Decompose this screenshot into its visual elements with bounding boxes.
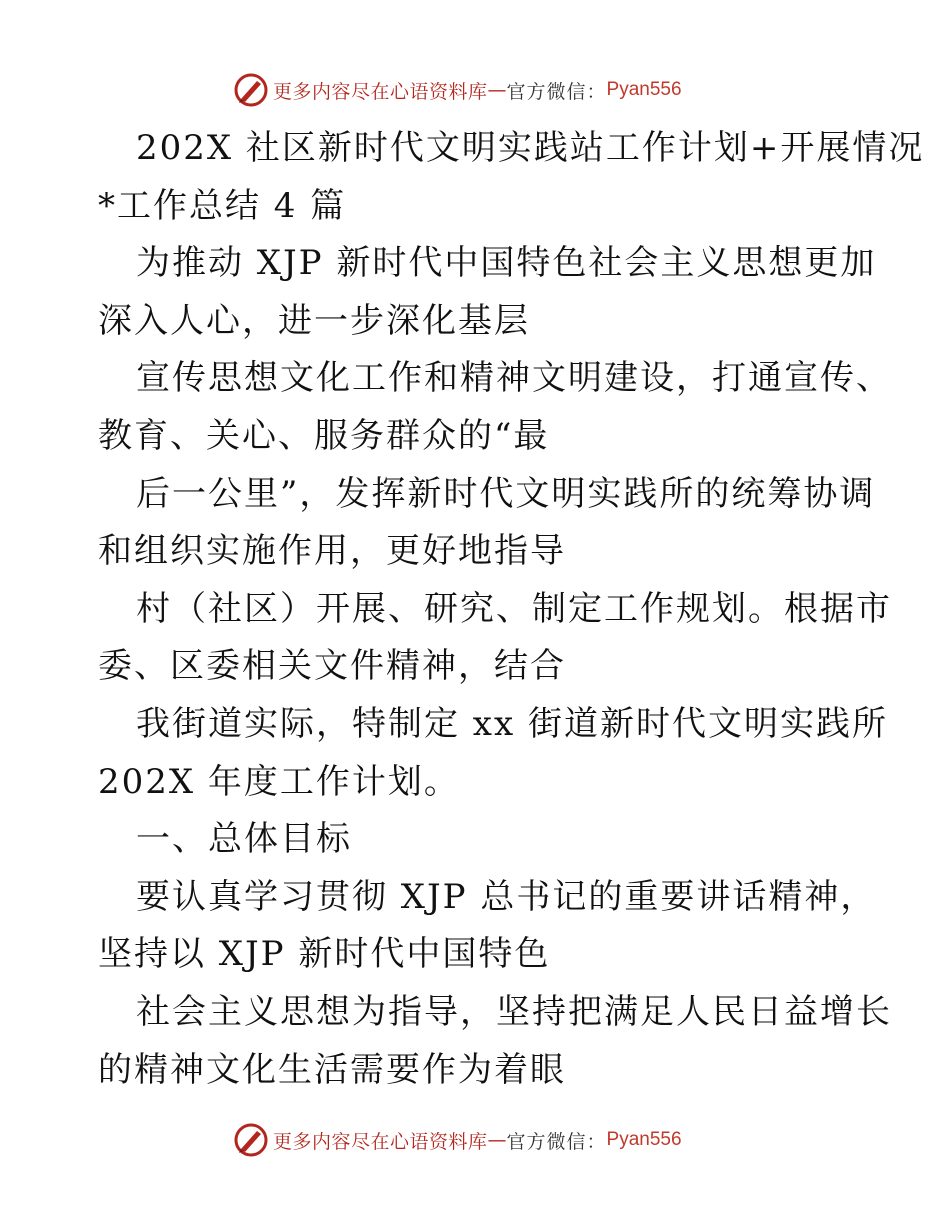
watermark-main-text: 更多内容尽在心语资料库 xyxy=(273,80,488,103)
paragraph-line: 社会主义思想为指导，坚持把满足人民日益增长 xyxy=(136,991,892,1032)
paragraph-line: 深入人心，进一步深化基层 xyxy=(98,300,530,341)
paragraph-line: 宣传思想文化工作和精神文明建设，打通宣传、 xyxy=(136,358,892,399)
document-title-line-1: 202X 社区新时代文明实践站工作计划+开展情况 xyxy=(136,128,925,168)
paragraph-line: 我街道实际，特制定 xx 街道新时代文明实践所 xyxy=(136,703,888,744)
paragraph-line: 村（社区）开展、研究、制定工作规划。根据市 xyxy=(136,588,892,629)
watermark-wechat-id: Pyan556 xyxy=(606,79,682,100)
watermark-separator: — xyxy=(487,1129,507,1151)
document-title-line-2: *工作总结 4 篇 xyxy=(98,185,347,226)
watermark-header xyxy=(233,70,753,110)
paragraph-line: 和组织实施作用，更好地指导 xyxy=(98,531,566,572)
pen-logo-icon xyxy=(233,1122,269,1158)
paragraph-line: 为推动 XJP 新时代中国特色社会主义思想更加 xyxy=(136,243,877,284)
paragraph-line: 教育、关心、服务群众的“最 xyxy=(98,415,550,456)
watermark-official-label: 官方微信： xyxy=(506,1130,607,1153)
watermark-footer xyxy=(233,1120,753,1160)
paragraph-line: 的精神文化生活需要作为着眼 xyxy=(98,1049,566,1090)
section-heading: 一、总体目标 xyxy=(136,819,352,860)
paragraph-line: 要认真学习贯彻 XJP 总书记的重要讲话精神， xyxy=(136,876,877,917)
paragraph-line: 委、区委相关文件精神，结合 xyxy=(98,646,566,687)
watermark-separator: — xyxy=(487,79,507,101)
watermark-main-text: 更多内容尽在心语资料库 xyxy=(273,1130,488,1153)
watermark-wechat-id: Pyan556 xyxy=(606,1129,682,1150)
pen-logo-icon xyxy=(233,72,269,108)
watermark-official-label: 官方微信： xyxy=(506,80,607,103)
document-body xyxy=(98,120,925,1099)
paragraph-line: 后一公里”，发挥新时代文明实践所的统筹协调 xyxy=(136,473,876,514)
paragraph-line: 坚持以 XJP 新时代中国特色 xyxy=(98,934,551,975)
paragraph-line: 202X 年度工作计划。 xyxy=(98,761,460,802)
